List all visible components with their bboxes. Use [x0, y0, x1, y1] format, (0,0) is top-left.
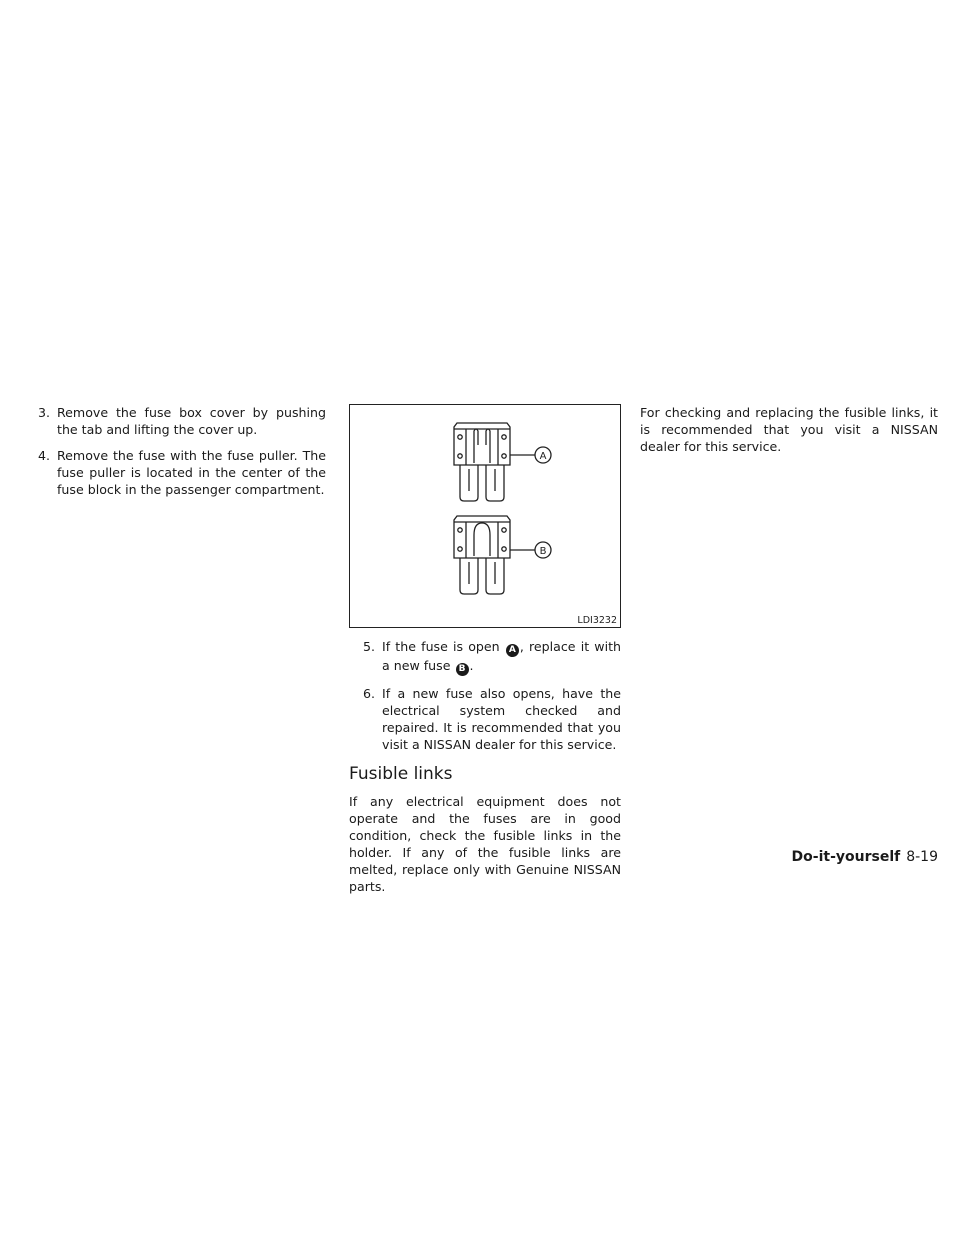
step-5: [349, 638, 621, 676]
step-text: Remove the fuse with the fuse puller. The fuse puller is located in the center of the fuse block in the passenger compartment.: [57, 448, 326, 497]
left-column: [24, 404, 326, 507]
callout-b-badge: B: [456, 663, 469, 676]
step-text: Remove the fuse box cover by pushing the tab and lifting the cover up.: [57, 405, 326, 437]
fuse-diagram: [350, 405, 620, 627]
step-4: [24, 447, 326, 498]
right-column: [640, 404, 938, 455]
step-text: [382, 638, 621, 676]
step-number: 3.: [37, 405, 50, 420]
step-3: [24, 404, 326, 438]
callout-b-label: B: [539, 546, 547, 557]
middle-column: [349, 404, 621, 895]
page-footer: [792, 848, 938, 866]
section-heading: Fusible links: [349, 764, 453, 784]
footer-section-title: Do-it-yourself: [791, 849, 901, 865]
step-number: 5.: [362, 639, 375, 654]
step-text-part: , replace it with a new fuse: [382, 639, 622, 673]
step-text-part: .: [469, 658, 474, 673]
page-number: 8-19: [906, 849, 938, 865]
callout-a-label: A: [539, 451, 547, 462]
step-text: If a new fuse also opens, have the electrical system checked and repaired. It is recommended that you visit a NISSAN dealer for this service.: [382, 686, 621, 752]
step-number: 6.: [362, 686, 375, 701]
good-fuse-drawing: [454, 516, 551, 594]
fuse-illustration: [349, 404, 621, 628]
figure-code: LDI3232: [577, 615, 617, 626]
step-text-part: If the fuse is open: [382, 639, 500, 654]
step-number: 4.: [37, 448, 50, 463]
section-paragraph: If any electrical equipment does not operate and the fuses are in good condition, check the fusible links in the holder. If any of the fusible links are melted, replace only with Genuine NISSAN parts.: [349, 794, 621, 894]
step-6: [349, 685, 621, 753]
blown-fuse-drawing: [454, 423, 551, 501]
right-paragraph: For checking and replacing the fusible links, it is recommended that you visit a NISSAN dealer for this service.: [640, 405, 938, 454]
callout-a-badge: A: [506, 644, 519, 657]
